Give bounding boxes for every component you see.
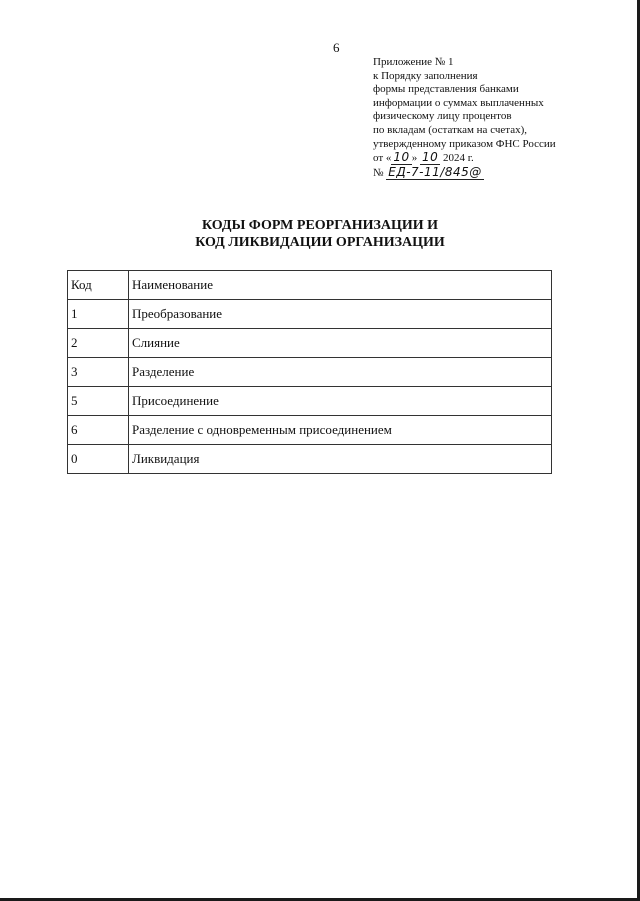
date-year: 2024 г.: [442, 152, 474, 165]
date-month: 10: [421, 150, 439, 165]
header-code: Код: [68, 271, 129, 300]
codes-table: [67, 270, 552, 474]
row-name: Преобразование: [129, 300, 552, 329]
appendix-line: утвержденному приказом ФНС России: [373, 137, 556, 150]
row-code: 5: [68, 387, 129, 416]
date-mid: »: [411, 152, 418, 165]
appendix-line: информации о суммах выплаченных: [373, 96, 544, 109]
table-header-row: [68, 271, 552, 300]
table-row: [68, 300, 552, 329]
row-name: Слияние: [129, 329, 552, 358]
appendix-line: физическому лицу процентов: [373, 110, 512, 123]
number-prefix: №: [373, 166, 384, 179]
table-row: [68, 416, 552, 445]
order-number: [373, 166, 613, 181]
title-line-2: КОД ЛИКВИДАЦИИ ОРГАНИЗАЦИИ: [195, 235, 445, 250]
table-row: [68, 387, 552, 416]
date-prefix: от «: [373, 152, 392, 165]
appendix-block: [373, 56, 613, 180]
row-name: Ликвидация: [129, 445, 552, 474]
number-value: ЕД-7-11/845@: [388, 164, 482, 179]
title-line-1: КОДЫ ФОРМ РЕОРГАНИЗАЦИИ И: [201, 218, 439, 233]
row-name: Присоединение: [129, 387, 552, 416]
page-number: 6: [333, 40, 340, 55]
row-name: Разделение: [129, 358, 552, 387]
document-title: [0, 217, 640, 251]
appendix-line: к Порядку заполнения: [373, 69, 478, 82]
table-row: [68, 329, 552, 358]
header-name: Наименование: [129, 271, 552, 300]
table-row: [68, 358, 552, 387]
row-code: 0: [68, 445, 129, 474]
appendix-line: формы представления банками: [373, 83, 519, 96]
row-code: 6: [68, 416, 129, 445]
row-name: Разделение с одновременным присоединением: [129, 416, 552, 445]
row-code: 1: [68, 300, 129, 329]
date-day: 10: [393, 150, 410, 165]
table-row: [68, 445, 552, 474]
appendix-line: по вкладам (остаткам на счетах),: [373, 123, 528, 136]
order-date: [373, 151, 613, 166]
row-code: 3: [68, 358, 129, 387]
appendix-line: Приложение № 1: [373, 56, 454, 68]
row-code: 2: [68, 329, 129, 358]
